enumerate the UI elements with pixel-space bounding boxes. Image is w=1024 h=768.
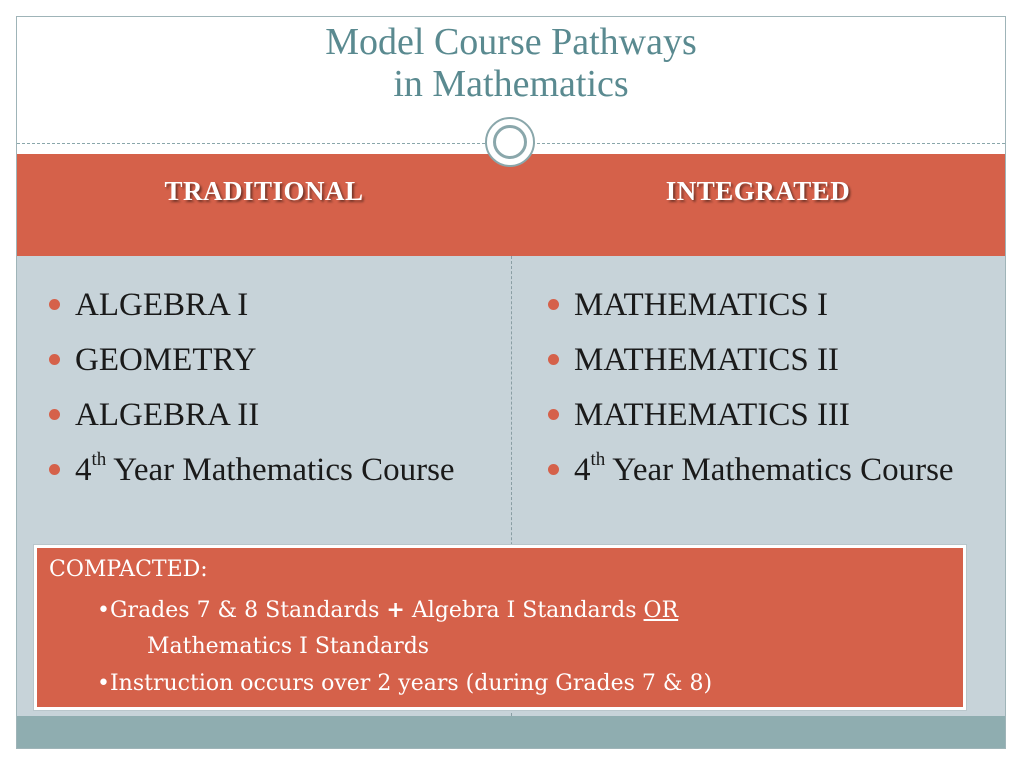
circle-ornament-icon — [485, 117, 535, 167]
compacted-box — [34, 545, 966, 710]
plus-sign: + — [386, 597, 405, 623]
course-label: MATHEMATICS III — [574, 397, 850, 433]
compacted-bullet-1-part-2: Algebra I Standards — [404, 598, 644, 623]
course-label: Year Mathematics Course — [106, 452, 455, 488]
course-label: ALGEBRA II — [75, 397, 260, 433]
list-item — [546, 341, 985, 379]
compacted-bullet-1-continuation: Mathematics I Standards — [147, 634, 430, 659]
list-item — [546, 286, 985, 324]
compacted-bullet-1-part-1: •Grades 7 & 8 Standards — [97, 598, 387, 623]
or-underlined: OR — [643, 598, 679, 623]
traditional-heading: TRADITIONAL — [164, 176, 364, 206]
compacted-bullet-1 — [97, 597, 678, 623]
course-number: 4 — [574, 452, 591, 488]
list-item — [546, 396, 985, 434]
course-label: GEOMETRY — [75, 342, 257, 378]
course-number: 4 — [75, 452, 92, 488]
integrated-heading: INTEGRATED — [665, 176, 851, 206]
compacted-heading: COMPACTED: — [49, 557, 208, 582]
footer-band — [17, 716, 1005, 749]
list-item — [47, 341, 491, 379]
course-ordinal-suffix: th — [91, 449, 107, 470]
course-label: MATHEMATICS I — [574, 287, 828, 323]
list-item — [47, 451, 491, 489]
course-label: ALGEBRA I — [75, 287, 249, 323]
compacted-bullet-2: •Instruction occurs over 2 years (during Grades 7 & 8) — [97, 671, 713, 696]
traditional-course-list — [47, 286, 491, 489]
course-ordinal-suffix: th — [590, 449, 606, 470]
list-item — [546, 451, 985, 489]
course-label: MATHEMATICS II — [574, 342, 839, 378]
header-band — [17, 154, 1005, 256]
title-line-1: Model Course Pathways — [325, 21, 697, 63]
title-line-2: in Mathematics — [393, 63, 629, 105]
integrated-course-list — [546, 286, 985, 489]
list-item — [47, 396, 491, 434]
list-item — [47, 286, 491, 324]
course-label: Year Mathematics Course — [605, 452, 954, 488]
